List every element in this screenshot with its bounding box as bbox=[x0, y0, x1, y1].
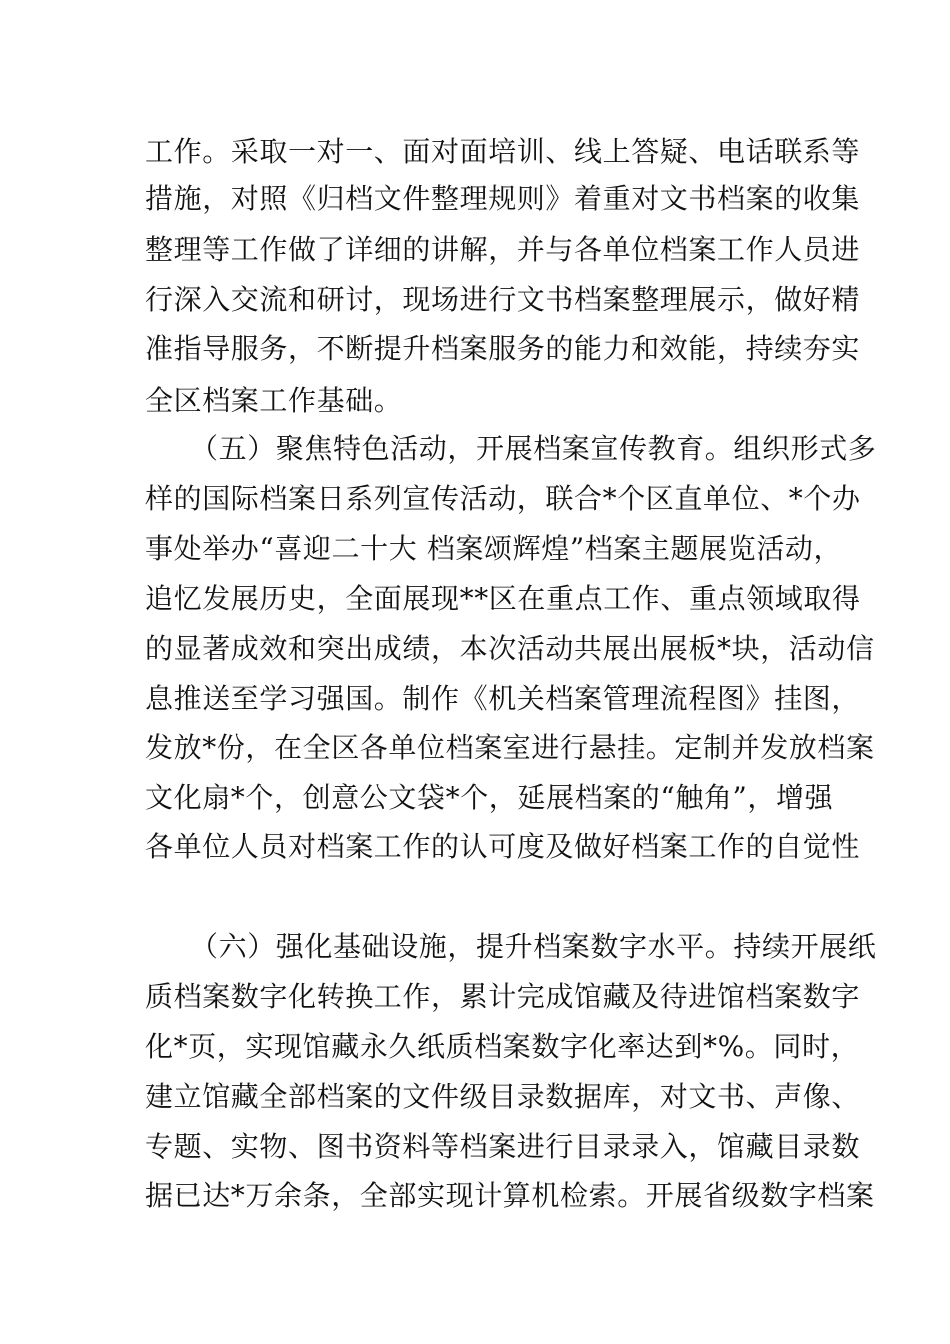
text-line: 事处举办“喜迎二十大 档案颂辉煌”档案主题展览活动， bbox=[145, 532, 843, 565]
text-line: 的显著成效和突出成绩，本次活动共展出展板*块，活动信 bbox=[145, 632, 875, 665]
section-five-heading-line: （五）聚焦特色活动，开展档案宣传教育。组织形式多 bbox=[190, 432, 877, 465]
text-line: 专题、实物、图书资料等档案进行目录录入，馆藏目录数 bbox=[145, 1130, 861, 1163]
text-line: 全区档案工作基础。 bbox=[145, 384, 403, 417]
text-line: 文化扇*个，创意公文袋*个，延展档案的“触角”，增强 bbox=[145, 781, 834, 814]
text-line: 措施，对照《归档文件整理规则》着重对文书档案的收集 bbox=[145, 182, 861, 215]
text-line: 行深入交流和研讨，现场进行文书档案整理展示，做好精 bbox=[145, 283, 861, 316]
text-line: 工作。采取一对一、面对面培训、线上答疑、电话联系等 bbox=[145, 135, 861, 168]
text-line: 据已达*万余条，全部实现计算机检索。开展省级数字档案 bbox=[145, 1179, 875, 1212]
text-line: 息推送至学习强国。制作《机关档案管理流程图》挂图， bbox=[145, 682, 861, 715]
text-line: 追忆发展历史，全面展现**区在重点工作、重点领域取得 bbox=[145, 582, 861, 615]
text-line: 质档案数字化转换工作，累计完成馆藏及待进馆档案数字 bbox=[145, 980, 861, 1013]
text-line: 整理等工作做了详细的讲解，并与各单位档案工作人员进 bbox=[145, 233, 861, 266]
section-six-heading-line: （六）强化基础设施，提升档案数字水平。持续开展纸 bbox=[190, 930, 877, 963]
text-line: 化*页，实现馆藏永久纸质档案数字化率达到*%。同时， bbox=[145, 1030, 860, 1063]
text-line: 样的国际档案日系列宣传活动，联合*个区直单位、*个办 bbox=[145, 482, 861, 515]
text-line: 准指导服务，不断提升档案服务的能力和效能，持续夯实 bbox=[145, 332, 861, 365]
text-line: 建立馆藏全部档案的文件级目录数据库，对文书、声像、 bbox=[145, 1080, 861, 1113]
text-line: 发放*份，在全区各单位档案室进行悬挂。定制并发放档案 bbox=[145, 731, 875, 764]
text-line: 各单位人员对档案工作的认可度及做好档案工作的自觉性 bbox=[145, 830, 861, 863]
